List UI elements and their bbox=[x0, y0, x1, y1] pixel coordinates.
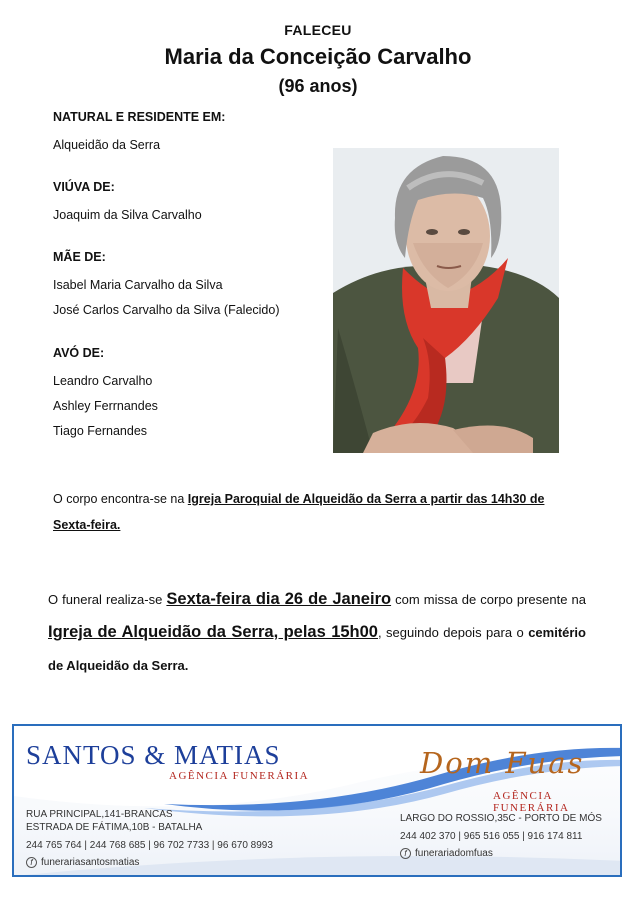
deceased-name: Maria da Conceição Carvalho bbox=[164, 44, 472, 69]
section-line: Tiago Fernandes bbox=[53, 424, 148, 438]
funeral-church-time: Igreja de Alqueidão da Serra, pelas 15h00 bbox=[48, 623, 378, 641]
section-viuva bbox=[53, 180, 202, 233]
section-line: Joaquim da Silva Carvalho bbox=[53, 208, 202, 222]
section-natural bbox=[53, 110, 225, 163]
funeral-cemetery: cemitério de Alqueidão da Serra. bbox=[48, 625, 586, 673]
sm-address-1: RUA PRINCIPAL,141-BRANCAS bbox=[26, 809, 173, 820]
deceased-age: (96 anos) bbox=[278, 76, 358, 96]
section-line: Ashley Ferrnandes bbox=[53, 399, 158, 413]
kicker-text: FALECEU bbox=[284, 22, 352, 38]
section-avo bbox=[53, 346, 158, 449]
note-place-time: Igreja Paroquial de Alqueidão da Serra a partir das 14h30 de bbox=[187, 492, 545, 506]
funeral-text-3: , seguindo depois para o bbox=[377, 625, 529, 640]
santos-matias-tagline: AGÊNCIA FUNERÁRIA bbox=[169, 770, 310, 782]
sm-phones: 244 765 764 | 244 768 685 | 96 702 7733 | 96 670 8993 bbox=[26, 840, 273, 851]
santos-matias-contact bbox=[26, 808, 273, 869]
funeral-paragraph bbox=[48, 583, 586, 682]
obituary-header bbox=[0, 22, 636, 97]
dom-fuas-contact bbox=[400, 812, 602, 860]
section-label: MÃE DE: bbox=[53, 250, 106, 264]
dom-fuas-tagline: AGÊNCIA FUNERÁRIA bbox=[493, 790, 570, 814]
dom-fuas-logo: Dom Fuas bbox=[420, 746, 585, 780]
sm-address-2: ESTRADA DE FÁTIMA,10B - BATALHA bbox=[26, 822, 203, 833]
section-label: NATURAL E RESIDENTE EM: bbox=[53, 110, 226, 124]
section-line: Isabel Maria Carvalho da Silva bbox=[53, 278, 223, 292]
facebook-icon: f bbox=[26, 857, 37, 868]
section-label: VIÚVA DE: bbox=[53, 180, 115, 194]
note-day: Sexta-feira. bbox=[53, 518, 121, 532]
df-phones: 244 402 370 | 965 516 055 | 916 174 811 bbox=[400, 831, 583, 842]
section-line: José Carlos Carvalho da Silva (Falecido) bbox=[53, 303, 280, 317]
body-location-note bbox=[53, 486, 573, 538]
sm-facebook[interactable]: funerariasantosmatias bbox=[41, 857, 140, 868]
funeral-date: Sexta-feira dia 26 de Janeiro bbox=[166, 590, 392, 608]
note-prefix: O corpo encontra-se na bbox=[53, 492, 188, 506]
df-facebook[interactable]: funerariadomfuas bbox=[415, 848, 493, 859]
section-label: AVÓ DE: bbox=[53, 346, 105, 360]
facebook-icon: f bbox=[400, 848, 411, 859]
df-address: LARGO DO ROSSIO,35C - PORTO DE MÓS bbox=[400, 813, 602, 824]
portrait-photo bbox=[333, 148, 559, 453]
funeral-text-2: com missa de corpo presente na bbox=[391, 592, 586, 607]
section-mae bbox=[53, 250, 279, 328]
funeral-text-1: O funeral realiza-se bbox=[48, 592, 167, 607]
funeral-agency-banner bbox=[12, 724, 622, 877]
santos-matias-logo: SANTOS & MATIAS bbox=[26, 740, 281, 770]
section-line: Leandro Carvalho bbox=[53, 374, 153, 388]
section-line: Alqueidão da Serra bbox=[53, 138, 161, 152]
